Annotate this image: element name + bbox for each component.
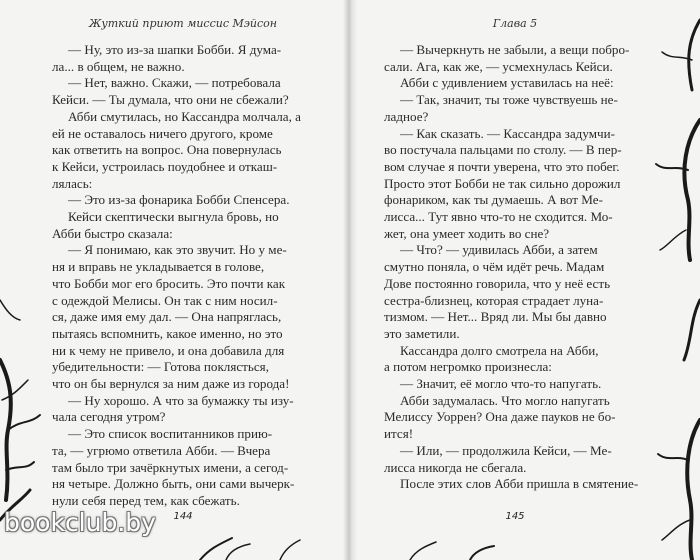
text-line: Абби быстро сказала: [52,225,173,241]
page-number-right: 145 [505,511,525,522]
text-line: Абби с удивлением уставилась на неё: [400,75,614,91]
text-line: — Как сказать. — Кассандра задумчи- [400,125,615,141]
branch-decoration-right [640,0,700,560]
text-line: лялась: [52,175,93,191]
text-line: ни к чему не привело, и она добавила для [52,342,285,358]
text-line: смутно поняла, о чём идёт речь. Мадам [384,259,605,275]
text-line: вом случае я почти уверена, что это побег. [384,158,620,174]
left-running-head: Жуткий приют миссис Мэйсон [88,17,278,30]
text-line: Просто этот Бобби не так сильно дорожил [384,175,621,191]
text-line: во постучала пальцами по столу. — В пер- [384,142,622,158]
text-line: ня и вправь не укладывается в голове, [52,259,265,275]
text-line: — Вычеркнуть не забыли, а вещи побро- [400,42,630,57]
text-line: ится! [384,426,414,442]
left-page [52,14,314,534]
text-line: убедительности: — Готова поклясться, [52,359,269,375]
text-line: — Что? — удивилась Абби, а затем [400,242,598,258]
text-line: фонариком, как ты думаешь. А вот Ме- [384,192,603,208]
watermark: bookclub.by [4,508,156,537]
page-number-left: 144 [173,511,193,522]
text-line: Абби задумалась. Что могло напугать [400,392,610,408]
text-line: После этих слов Абби пришла в смятение- [400,476,639,492]
text-line: жет, она умеет ходить во сне? [384,225,550,241]
text-line: к Кейси, устроилась поудобнее и откаш- [52,158,278,174]
text-line: — Значит, её могло что-то напугать. [400,376,602,392]
left-page-text [52,42,314,510]
text-line: ся, даже имя ему дал. — Она напряглась, [52,309,282,325]
text-line: Кассандра долго смотрела на Абби, [400,342,599,358]
text-line: пытаясь вспомнить, какое именно, но это [52,325,283,341]
text-line: — Нет, важно. Скажи, — потребовала [68,75,281,91]
text-line: — Ну, это из-за шапки Бобби. Я дума- [68,42,282,57]
book-gutter [343,0,357,560]
text-line: ладное? [384,108,429,124]
text-line: сестра-близнец, которая страдает луна- [384,292,604,308]
text-line: а потом негромко произнесла: [384,359,552,375]
right-running-head: Глава 5 [492,17,538,30]
text-line: там было три зачёркнутых имени, а сегод- [52,459,289,475]
text-line: сали. Ага, как же, — усмехнулась Кейси. [384,58,613,74]
text-line: что он бы вернулся за ним даже из города! [52,376,290,392]
text-line: чала сегодня утром? [52,409,166,425]
text-line: Мелиссу Уоррен? Она даже пауков не бо- [384,409,616,425]
text-line: лисса никогда не сбегала. [384,459,527,475]
text-line: Кейси скептически выгнула бровь, но [68,209,279,225]
text-line: тизмом. — Нет... Вряд ли. Мы бы давно [384,309,607,325]
right-page-text [384,42,646,493]
text-line: лисса... Тут явно что-то не сходится. Мо- [384,209,613,225]
right-page [384,14,646,534]
text-line: ла... в общем, не важно. [52,58,185,74]
text-line: Кейси. — Ты думала, что они не сбежали? [52,92,289,108]
branch-decoration-left [0,0,60,560]
text-line: это заметили. [384,325,460,341]
text-line: как ответить на вопрос. Она повернулась [52,142,282,158]
text-line: — Так, значит, ты тоже чувствуешь не- [400,92,618,108]
text-line: — Это из-за фонарика Бобби Спенсера. [68,192,290,208]
text-line: — Я понимаю, как это звучит. Но у ме- [68,242,287,258]
text-line: что Бобби мог его бросить. Это почти как [52,275,286,291]
text-line: с одеждой Мелисы. Он так с ним носил- [52,292,278,308]
text-line: та, — угрюмо ответила Абби. — Вчера [52,442,271,458]
text-line: — Или, — продолжила Кейси, — Ме- [400,442,612,458]
text-line: ня четыре. Должно быть, они сами вычерк- [52,476,295,492]
text-line: нули себя перед тем, как сбежать. [52,492,240,508]
text-line: — Ну хорошо. А что за бумажку ты изу- [68,392,294,408]
text-line: Дове постоянно говорила, что у неё есть [384,275,611,291]
text-line: Абби смутилась, но Кассандра молчала, а [68,108,301,124]
text-line: ей не оставалось ничего другого, кроме [52,125,273,141]
text-line: — Это список воспитанников прию- [68,426,273,442]
